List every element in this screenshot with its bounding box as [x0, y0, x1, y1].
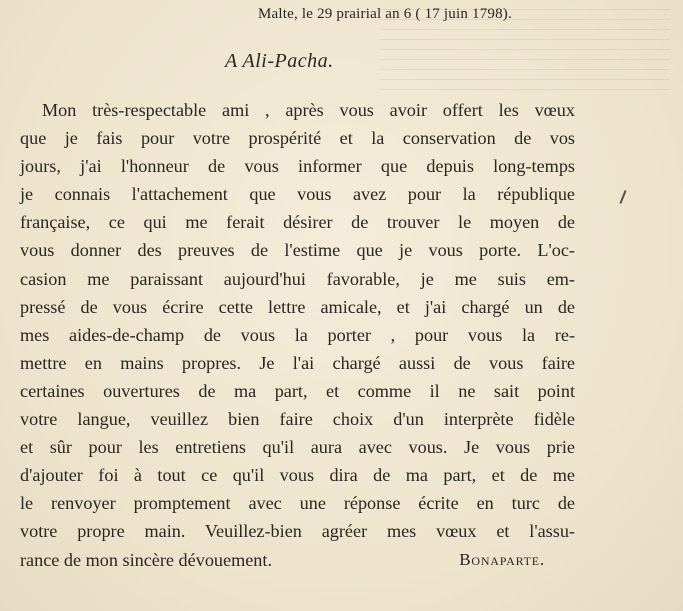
letter-line: française, ce qui me ferait désirer de trouver le moyen de — [20, 212, 575, 233]
letter-line: mes aides-de-champ de vous la porter , pour vous la re- — [20, 324, 575, 345]
letter-line: Mon très-respectable ami , après vous avoir offert les vœux — [42, 100, 575, 120]
letter-line: pressé de vous écrire cette lettre amicale, et j'ai chargé un de — [20, 296, 575, 317]
letter-body — [20, 96, 575, 574]
letter-line: votre propre main. Veuillez-bien agréer mes vœux et l'assu- — [20, 521, 575, 542]
letter-title: A Ali-Pacha. — [225, 50, 334, 72]
margin-mark — [619, 190, 626, 204]
letter-line: le renvoyer promptement avec une réponse écrite en turc de — [20, 493, 575, 514]
closing-text: rance de mon sincère dévouement. — [20, 549, 272, 570]
letter-line: que je fais pour votre prospérité et la conservation de vos — [20, 128, 575, 149]
letter-line-closing — [20, 546, 575, 574]
letter-line: et sûr pour les entretiens qu'il aura avec vous. Je vous prie — [20, 437, 575, 458]
letter-line: casion me paraissant aujourd'hui favorable, je me suis em- — [20, 268, 575, 289]
letter-line: votre langue, veuillez bien faire choix d'un interprète fidèle — [20, 409, 575, 430]
dateline: Malte, le 29 prairial an 6 ( 17 juin 1798). — [258, 6, 512, 22]
letter-line: je connais l'attachement que vous avez pour la république — [20, 184, 575, 205]
letter-line: certaines ouvertures de ma part, et comme il ne sait point — [20, 380, 575, 401]
letter-line: vous donner des preuves de l'estime que je vous porte. L'oc- — [20, 240, 575, 261]
letter-line: mettre en mains propres. Je l'ai chargé aussi de vous faire — [20, 352, 575, 373]
signature: Bonaparte. — [459, 549, 545, 569]
letter-line: jours, j'ai l'honneur de vous informer que depuis long-temps — [20, 156, 575, 177]
letter-line: d'ajouter foi à tout ce qu'il vous dira de ma part, et de me — [20, 465, 575, 486]
